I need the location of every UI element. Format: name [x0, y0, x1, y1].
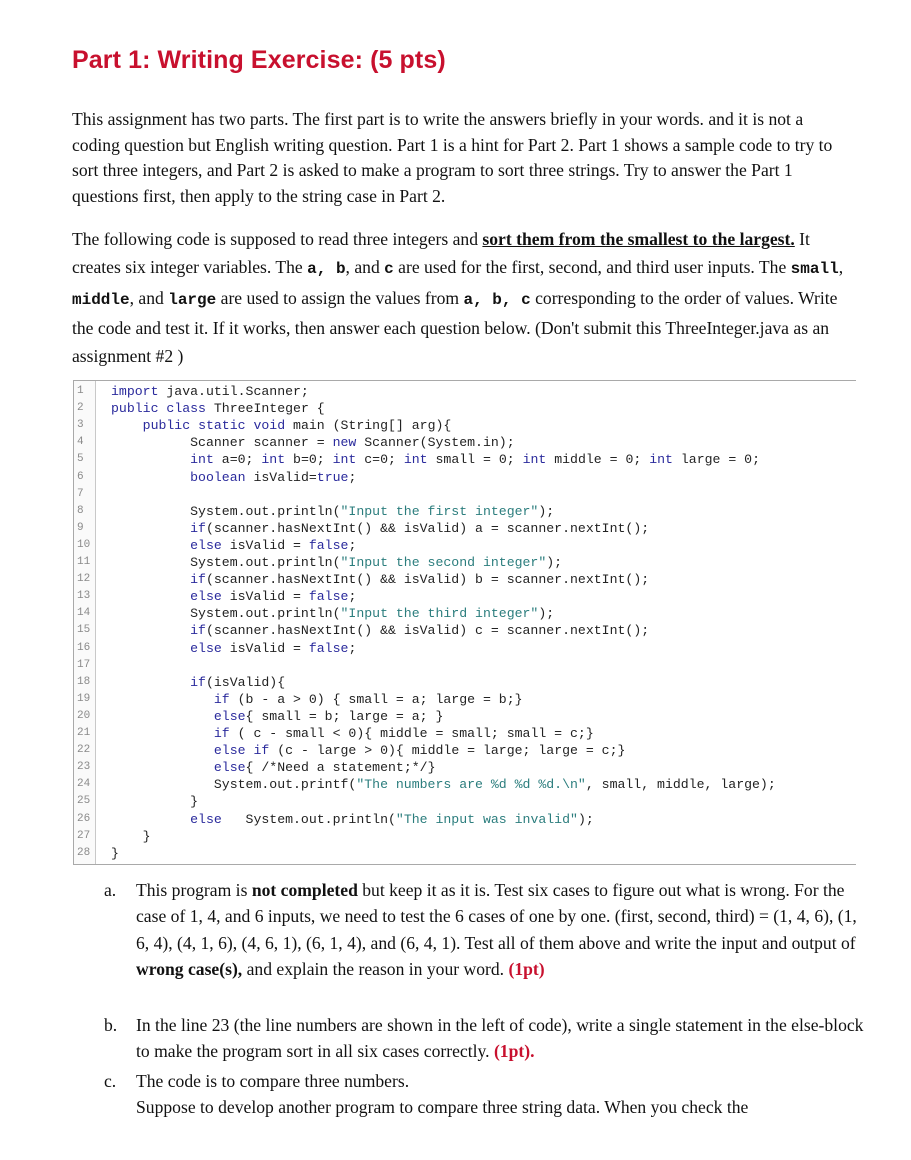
var-small: small [790, 260, 839, 279]
code-line [74, 811, 856, 828]
code-line [74, 605, 856, 622]
code-text: System.out.printf("The numbers are %d %d %d.\n", small, middle, large); [111, 777, 776, 793]
code-text: } [111, 845, 119, 861]
code-line [74, 759, 856, 776]
code-line [74, 434, 856, 451]
line-number: 1 [77, 385, 84, 397]
code-line [74, 588, 856, 605]
code-line [74, 845, 856, 862]
code-line [74, 657, 856, 674]
question-text-part: and explain the reason in your word. [242, 958, 509, 979]
code-text: else if (c - large > 0){ middle = large; large = c;} [213, 743, 626, 759]
code-text: System.out.println("Input the third integer"); [111, 606, 555, 622]
question-bold: not completed [251, 880, 358, 900]
question-bold: wrong case(s), [136, 958, 243, 979]
code-text: else System.out.println("The input was invalid"); [190, 811, 594, 827]
desc-text-2: It creates six integer variables. The [72, 229, 810, 278]
code-listing [73, 380, 856, 865]
question-text-part: The code is to compare three numbers. [136, 1071, 410, 1091]
code-line [74, 486, 856, 503]
code-line [74, 537, 856, 554]
code-text: } [111, 828, 151, 844]
question-text [136, 1012, 871, 1065]
code-line [74, 708, 856, 725]
line-number: 2 [77, 402, 84, 415]
line-number: 23 [77, 761, 91, 774]
line-number: 15 [77, 624, 91, 637]
line-number: 16 [77, 641, 91, 654]
var-a-b-c: a, b, c [463, 290, 531, 309]
code-line [74, 622, 856, 639]
page-title: Part 1: Writing Exercise: (5 pts) [72, 46, 446, 74]
code-line [74, 742, 856, 759]
line-number: 27 [77, 829, 91, 842]
code-line [74, 674, 856, 691]
code-text: else isValid = false; [190, 589, 357, 605]
code-line [74, 640, 856, 657]
line-number: 5 [77, 453, 84, 466]
intro-paragraph: This assignment has two parts. The first part is to write the answers briefly in your words. and it is not a coding question but English writing question. Part 1 is a hint for Part 2. Part 1 shows a sample code to try to sort three integers, and Part 2 is asked to make a program to sort three strings. Try to answer the Part 1 questions first, then apply to the string case in Part 2. [72, 109, 833, 206]
code-line [74, 554, 856, 571]
line-number: 28 [77, 846, 91, 859]
line-number: 22 [77, 744, 91, 757]
code-line [74, 417, 856, 434]
question-text-part: Suppose to develop another program to compare three string data. When you check the [136, 1097, 749, 1118]
line-number: 25 [77, 795, 91, 808]
question-label: a. [104, 880, 117, 900]
code-line [74, 400, 856, 417]
desc-text-1: The following code is supposed to read three integers and [72, 229, 483, 249]
line-number: 7 [77, 487, 84, 500]
code-line [74, 383, 856, 400]
line-number: 24 [77, 778, 91, 791]
code-text: else{ /*Need a statement;*/} [213, 760, 436, 776]
desc-text-5: , [838, 257, 844, 278]
code-text: System.out.println("Input the second integer"); [111, 555, 563, 570]
var-large: large [168, 290, 217, 309]
code-text: else isValid = false; [190, 640, 357, 656]
var-middle: middle [72, 290, 130, 309]
line-number: 4 [77, 436, 84, 449]
points-label: (1pt) [508, 958, 545, 979]
line-number: 26 [77, 812, 91, 825]
code-line [74, 451, 856, 468]
var-c: c [384, 260, 394, 279]
code-text: int a=0; int b=0; int c=0; int small = 0; int middle = 0; int large = 0; [190, 452, 761, 468]
points-label: (1pt). [493, 1041, 535, 1062]
line-number: 14 [77, 607, 91, 620]
desc-text-4: are used for the first, second, and third user inputs. The [393, 257, 791, 278]
question-label: b. [104, 1015, 118, 1035]
description-paragraph [72, 225, 852, 370]
code-text: } [111, 794, 199, 810]
question-text-part: but keep it as it is. Test six cases to figure out what is wrong. For the case of 1, 4, and 6 inputs, we need to test the 6 cases of one by one. (first, second, third) = (1, 4, 6), (1, 6, 4), (4, 1, 6), (4, 6, 1), (6, 1, 4), and (6, 4, 1). Test all of them above and write the input and output of [136, 880, 857, 953]
code-line [74, 691, 856, 708]
code-text: public class ThreeInteger { [111, 401, 325, 417]
code-text: System.out.println("Input the first integer"); [111, 503, 555, 519]
line-number: 19 [77, 692, 91, 705]
line-number: 20 [77, 709, 91, 722]
code-text: if(isValid){ [190, 674, 286, 690]
code-text: Scanner scanner = new Scanner(System.in); [111, 435, 515, 451]
code-line [74, 503, 856, 520]
code-text: public static void main (String[] arg){ [142, 418, 452, 434]
line-number: 21 [77, 727, 91, 739]
line-number: 17 [77, 658, 91, 671]
question-label: c. [104, 1071, 117, 1091]
line-number: 10 [77, 538, 91, 551]
code-line [74, 520, 856, 537]
code-text: else{ small = b; large = a; } [213, 708, 444, 724]
code-line [74, 776, 856, 793]
desc-emphasis: sort them from the smallest to the largest. [482, 229, 795, 249]
code-text: if(scanner.hasNextInt() && isValid) a = scanner.nextInt(); [190, 520, 650, 536]
code-line [74, 469, 856, 486]
desc-text-6: , and [129, 287, 169, 308]
line-number: 9 [77, 521, 84, 534]
code-text: else isValid = false; [190, 537, 357, 553]
line-number: 3 [77, 419, 84, 432]
code-text: if(scanner.hasNextInt() && isValid) b = scanner.nextInt(); [190, 572, 650, 588]
line-number: 13 [77, 590, 91, 603]
line-number: 8 [77, 504, 84, 517]
question-text [136, 877, 871, 982]
code-line [74, 828, 856, 845]
code-text: if (b - a > 0) { small = a; large = b;} [213, 691, 523, 707]
question-text-part: This program is [136, 880, 252, 900]
line-number: 6 [77, 470, 84, 483]
code-text: boolean isValid=true; [190, 469, 357, 485]
desc-text-3: , and [345, 257, 385, 278]
var-a-b: a, b [307, 260, 346, 279]
line-number: 11 [77, 556, 91, 568]
line-number: 18 [77, 675, 91, 688]
desc-text-8: corresponding to the order of values. Write the code and test it. If it works, then answer each question below. (Don't submit this ThreeInteger.java as an assignment #2 ) [72, 287, 838, 367]
code-text: if(scanner.hasNextInt() && isValid) c = scanner.nextInt(); [190, 623, 650, 639]
code-line [74, 571, 856, 588]
question-text-part: In the line 23 (the line numbers are shown in the left of code), write a single statement in the else-block to make the program sort in all six cases correctly. [136, 1015, 864, 1062]
desc-text-7: are used to assign the values from [216, 287, 464, 308]
code-line [74, 725, 856, 742]
code-line [74, 793, 856, 810]
code-text: if ( c - small < 0){ middle = small; small = c;} [213, 726, 594, 741]
code-text: import java.util.Scanner; [111, 384, 309, 399]
line-number: 12 [77, 573, 91, 586]
question-text [136, 1068, 871, 1121]
